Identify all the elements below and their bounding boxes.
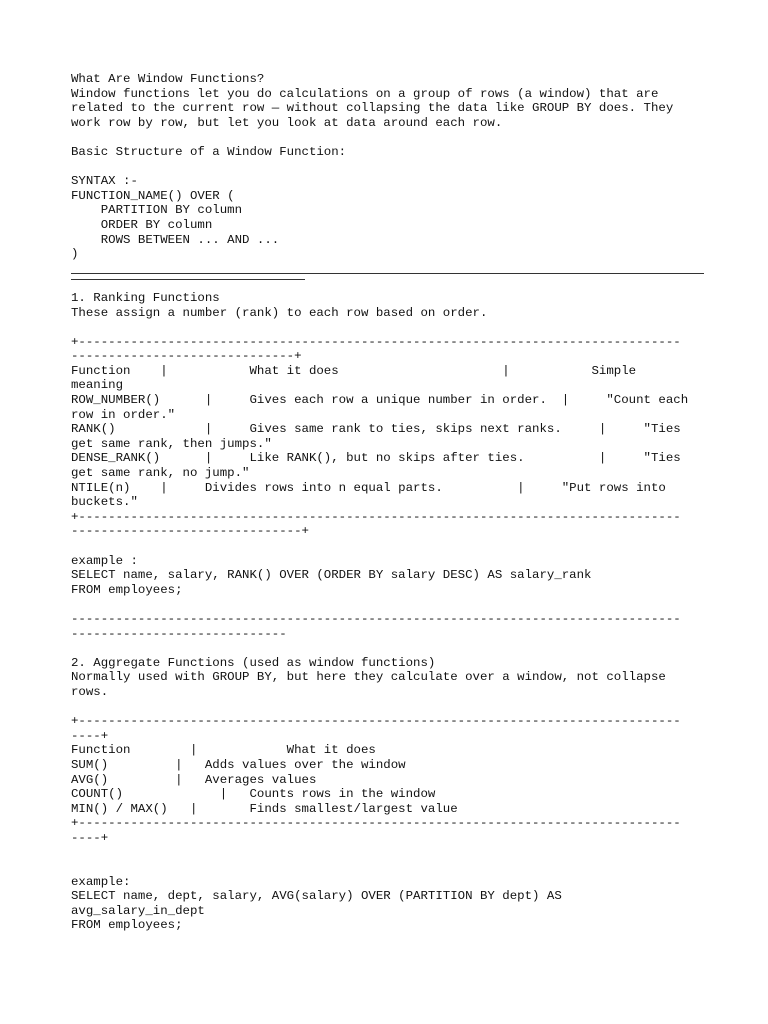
aggregate-table-row: SUM() | Adds values over the window xyxy=(71,757,406,772)
ranking-table-border: -------------------------------+ xyxy=(71,524,309,539)
horizontal-rule-continuation xyxy=(71,276,701,291)
aggregate-table-header: Function | What it does xyxy=(71,743,376,758)
aggregate-example-code: SELECT name, dept, salary, AVG(salary) OVER (PARTITION BY dept) AS xyxy=(71,889,562,904)
aggregate-table-row: AVG() | Averages values xyxy=(71,772,317,787)
ranking-table-row: buckets." xyxy=(71,495,138,510)
ranking-table-row: NTILE(n) | Divides rows into n equal parts. | "Put rows into xyxy=(71,480,666,495)
blank-line xyxy=(71,641,701,656)
ranking-table-row: get same rank, no jump." xyxy=(71,466,250,481)
aggregate-table-row: COUNT() | Counts rows in the window xyxy=(71,787,436,802)
aggregate-description: Normally used with GROUP BY, but here they calculate over a window, not collapse xyxy=(71,670,666,685)
ranking-table-row: ROW_NUMBER() | Gives each row a unique number in order. | "Count each xyxy=(71,393,689,408)
syntax-label: SYNTAX :- xyxy=(71,174,138,189)
dashed-separator: ---------------------------------------------------------------------------------- xyxy=(71,611,681,626)
document-page xyxy=(71,72,701,933)
ranking-example-label: example : xyxy=(71,553,138,568)
structure-heading: Basic Structure of a Window Function: xyxy=(71,144,347,159)
aggregate-heading: 2. Aggregate Functions (used as window functions) xyxy=(71,655,436,670)
intro-heading: What Are Window Functions? xyxy=(71,72,265,86)
horizontal-rule xyxy=(71,262,701,277)
ranking-table-header: Function | What it does | Simple xyxy=(71,363,637,378)
aggregate-table-row: MIN() / MAX() | Finds smallest/largest value xyxy=(71,801,458,816)
ranking-example-code: FROM employees; xyxy=(71,582,183,597)
aggregate-example-code: FROM employees; xyxy=(71,918,183,933)
blank-line xyxy=(71,700,701,715)
blank-line xyxy=(71,860,701,875)
ranking-table-row: get same rank, then jumps." xyxy=(71,436,272,451)
dashed-separator: ----------------------------- xyxy=(71,626,287,641)
blank-line xyxy=(71,845,701,860)
aggregate-table-border: ----+ xyxy=(71,830,109,845)
syntax-code-line: ) xyxy=(71,247,79,262)
intro-paragraph-line: Window functions let you do calculations on a group of rows (a window) that are xyxy=(71,86,659,101)
aggregate-table-border: +--------------------------------------------------------------------------------- xyxy=(71,816,681,831)
ranking-description: These assign a number (rank) to each row based on order. xyxy=(71,305,488,320)
intro-paragraph-line: related to the current row — without collapsing the data like GROUP BY does. They xyxy=(71,101,674,116)
syntax-code-line: ORDER BY column xyxy=(71,217,213,232)
blank-line xyxy=(71,130,701,145)
ranking-table-border: ------------------------------+ xyxy=(71,349,302,364)
aggregate-table-border: +--------------------------------------------------------------------------------- xyxy=(71,714,681,729)
aggregate-description: rows. xyxy=(71,684,109,699)
intro-paragraph-line: work row by row, but let you look at data around each row. xyxy=(71,115,503,130)
ranking-heading: 1. Ranking Functions xyxy=(71,290,220,305)
aggregate-example-code: avg_salary_in_dept xyxy=(71,903,205,918)
ranking-table-border: +--------------------------------------------------------------------------------- xyxy=(71,334,681,349)
blank-line xyxy=(71,160,701,175)
syntax-code-line: PARTITION BY column xyxy=(71,203,243,218)
ranking-table-row: RANK() | Gives same rank to ties, skips next ranks. | "Ties xyxy=(71,422,681,437)
syntax-code-line: ROWS BETWEEN ... AND ... xyxy=(71,232,280,247)
ranking-table-row: DENSE_RANK() | Like RANK(), but no skips after ties. | "Ties xyxy=(71,451,681,466)
aggregate-table-border: ----+ xyxy=(71,728,109,743)
ranking-example-code: SELECT name, salary, RANK() OVER (ORDER BY salary DESC) AS salary_rank xyxy=(71,568,592,583)
ranking-table-border: +--------------------------------------------------------------------------------- xyxy=(71,509,681,524)
blank-line xyxy=(71,597,701,612)
aggregate-example-label: example: xyxy=(71,874,131,889)
syntax-code-line: FUNCTION_NAME() OVER ( xyxy=(71,188,235,203)
ranking-table-header: meaning xyxy=(71,378,124,393)
blank-line xyxy=(71,320,701,335)
blank-line xyxy=(71,539,701,554)
ranking-table-row: row in order." xyxy=(71,407,176,422)
